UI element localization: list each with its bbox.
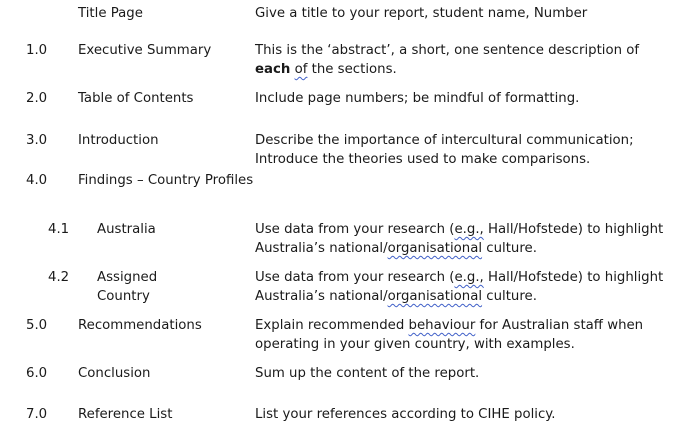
section-number: 4.0 <box>26 173 48 188</box>
section-title: Recommendations <box>78 318 202 333</box>
section-number: 5.0 <box>26 318 48 333</box>
description-text: Explain recommended <box>255 318 409 333</box>
section-description <box>255 41 675 79</box>
description-flagged-word: organisational <box>387 289 483 304</box>
section-number: 2.0 <box>26 91 48 106</box>
description-text: Use data from your research ( <box>255 222 455 237</box>
section-title: Executive Summary <box>78 43 212 58</box>
title-line: Assigned <box>97 270 158 285</box>
title-line: Country <box>97 289 150 304</box>
section-description <box>255 131 675 169</box>
section-title: Title Page <box>78 6 143 21</box>
description-text: Hall/Hofstede) to highlight Australia’s national/ <box>255 270 664 304</box>
section-number: 7.0 <box>26 407 48 422</box>
section-number: 4.2 <box>48 270 70 285</box>
section-description: List your references according to CIHE policy. <box>255 407 556 422</box>
section-description: Include page numbers; be mindful of formatting. <box>255 91 580 106</box>
section-description: Sum up the content of the report. <box>255 366 480 381</box>
description-bold-text: each <box>255 62 291 77</box>
section-title: Australia <box>97 222 156 237</box>
section-title: Findings – Country Profiles <box>78 173 254 188</box>
section-title: Introduction <box>78 133 159 148</box>
description-text: for Australian staff when operating in your given country, with examples. <box>255 318 644 352</box>
description-text: the sections. <box>307 62 397 77</box>
section-number: 6.0 <box>26 366 48 381</box>
description-text: Use data from your research ( <box>255 270 455 285</box>
section-title: Reference List <box>78 407 173 422</box>
description-line: Describe the importance of intercultural communication; <box>255 133 634 148</box>
section-number: 4.1 <box>48 222 70 237</box>
description-flagged-word: organisational <box>387 241 483 256</box>
description-flagged-word: e.g., <box>454 270 484 285</box>
section-number: 3.0 <box>26 133 48 148</box>
section-description <box>255 220 675 258</box>
description-flagged-word: of <box>294 62 308 77</box>
section-title: Table of Contents <box>78 91 194 106</box>
description-line: Introduce the theories used to make comparisons. <box>255 152 591 167</box>
section-description <box>255 316 675 354</box>
description-flagged-word: behaviour <box>408 318 476 333</box>
section-title: Conclusion <box>78 366 151 381</box>
section-number: 1.0 <box>26 43 48 58</box>
description-text: This is the ‘abstract’, a short, one sentence description of <box>255 43 640 58</box>
description-text: Hall/Hofstede) to highlight Australia’s national/ <box>255 222 664 256</box>
section-title <box>97 268 247 306</box>
description-text: culture. <box>482 289 537 304</box>
section-description <box>255 268 675 306</box>
section-description: Give a title to your report, student name, Number <box>255 6 588 21</box>
description-flagged-word: e.g., <box>454 222 484 237</box>
description-text: culture. <box>482 241 537 256</box>
